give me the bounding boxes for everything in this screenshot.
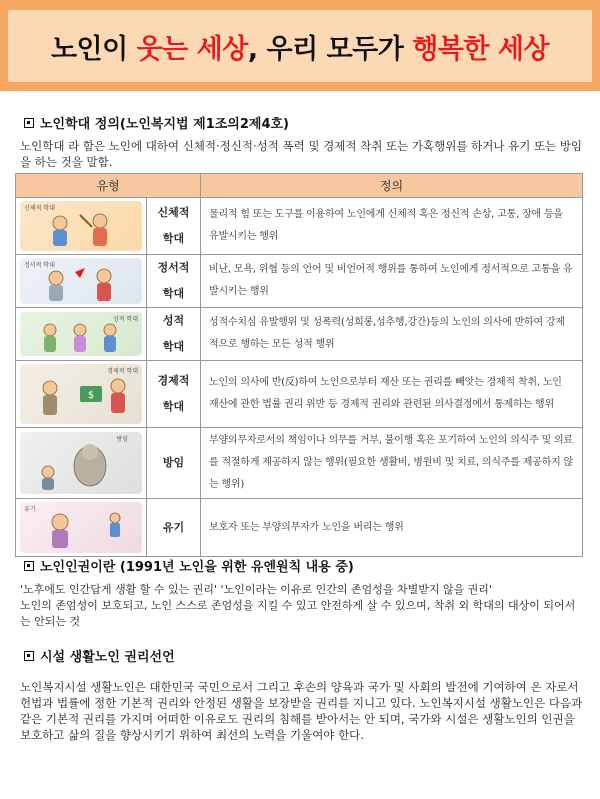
section-heading-elder-rights	[24, 556, 354, 575]
illustration-cell	[16, 499, 147, 557]
table-row	[16, 361, 583, 428]
illustration-caption: 정서적 학대	[24, 262, 55, 269]
title-banner-inner	[8, 10, 592, 82]
section-heading-abuse-definition	[24, 113, 289, 132]
abuse-type-label	[147, 255, 201, 308]
abuse-intro-paragraph: 노인학대 라 함은 노인에 대하여 신체적·정신적·성적 폭력 및 경제적 착취 또는 가혹행위를 하거나 유기 또는 방임을 하는 것을 말함.	[20, 139, 583, 169]
abuse-type-text: 성적 학대	[162, 314, 185, 353]
abuse-definition: 성적수치심 유발행위 및 성폭력(성희롱,성추행,강간)등의 노인의 의사에 반하여 강제적으로 행하는 모든 성적 행위	[201, 308, 583, 361]
elder-rights-line-2: 노인의 존엄성이 보호되고, 노인 스스로 존엄성을 지킬 수 있고 안전하게 살 수 있으며, 착취 외 학대의 대상이 되어서는 안되는 것	[20, 599, 576, 628]
abuse-type-label	[147, 198, 201, 255]
illustration-cell	[16, 308, 147, 361]
abuse-type-label	[147, 499, 201, 557]
facility-rights-paragraph: 노인복지시설 생활노인은 대한민국 국민으로서 그리고 후손의 양육과 국가 및 사회의 발전에 기여하여 온 자로서 헌법과 법률에 정한 기본적 권리와 안정된 생활을 보장받을 권리를 지니고 있다. 노인복지시설 생활노인은 다음과 같은 기본적 권리를 가지며 어떠한 이유로도 권리의 침해를 받아서는 안 되며, 국가와 시설은 생활노인의 인권을 보호하고 삶의 질을 향상시키기 위하여 최선의 노력을 기울여야 한다.	[20, 680, 583, 742]
illustration-caption: 신체적 학대	[24, 205, 55, 212]
illustration-caption: 유기	[24, 506, 36, 513]
section-heading-text: 노인학대 정의(노인복지법 제1조의2제4호)	[40, 117, 289, 132]
table-row	[16, 308, 583, 361]
abuse-type-text: 유기	[162, 520, 185, 534]
illustration-cell	[16, 255, 147, 308]
table-row	[16, 198, 583, 255]
abuse-type-label	[147, 361, 201, 428]
square-bullet-icon	[24, 561, 34, 571]
sexual-abuse-illustration-icon	[20, 312, 142, 356]
title-part-3: , 우리 모두가	[247, 33, 413, 65]
illustration-cell	[16, 198, 147, 255]
abandonment-illustration-icon	[20, 502, 142, 553]
abuse-type-text: 정서적 학대	[157, 261, 190, 300]
abuse-definition: 노인의 의사에 반(反)하여 노인으로부터 재산 또는 권리를 빼앗는 경제적 착취, 노인 재산에 관한 법률 권리 위반 등 경제적 권리와 관련된 의사결정에서 통제하는 행위	[201, 361, 583, 428]
table-row	[16, 255, 583, 308]
illustration-cell	[16, 428, 147, 499]
elder-rights-line-1: '노후에도 인간답게 생활 할 수 있는 권리' '노인이라는 이유로 인간의 존엄성을 차별받지 않을 권리'	[20, 583, 492, 596]
abuse-type-label	[147, 428, 201, 499]
abuse-definition: 물리적 힘 또는 도구를 이용하여 노인에게 신체적 혹은 정신적 손상, 고통, 장애 등을 유발시키는 행위	[201, 198, 583, 255]
table-row	[16, 428, 583, 499]
emotional-abuse-illustration-icon	[20, 258, 142, 304]
illustration-caption: 경제적 학대	[107, 368, 138, 375]
abuse-definition: 비난, 모욕, 위협 등의 언어 및 비언어적 행위를 통하여 노인에게 정서적으로 고통을 유발시키는 행위	[201, 255, 583, 308]
column-header-definition: 정의	[201, 174, 583, 198]
title-part-4: 행복한 세상	[412, 33, 550, 65]
svg-text:$: $	[87, 390, 95, 401]
section-heading-facility-rights	[24, 646, 175, 665]
abuse-type-text: 신체적 학대	[157, 206, 190, 245]
square-bullet-icon	[24, 118, 34, 128]
section-heading-text: 시설 생활노인 권리선언	[40, 650, 175, 665]
table-row	[16, 499, 583, 557]
illustration-caption: 성적 학대	[112, 316, 138, 323]
square-bullet-icon	[24, 651, 34, 661]
illustration-caption: 방임	[116, 436, 128, 443]
title-part-1: 노인이	[50, 33, 137, 65]
table-header-row	[16, 174, 583, 198]
illustration-cell	[16, 361, 147, 428]
abuse-types-table	[15, 173, 583, 557]
physical-abuse-illustration-icon	[20, 201, 142, 251]
abuse-definition: 부양의무자로서의 책임이나 의무를 거부, 불이행 혹은 포기하여 노인의 의식주 및 의료를 적절하게 제공하지 않는 행위(필요한 생활비, 병원비 및 치료, 의식주를 제공하지 않는 행위)	[201, 428, 583, 499]
column-header-type: 유형	[16, 174, 201, 198]
financial-abuse-illustration-icon	[20, 364, 142, 424]
title-part-2: 웃는 세상	[136, 33, 248, 65]
title-banner	[0, 0, 600, 91]
section-heading-text: 노인인권이란 (1991년 노인을 위한 유엔원칙 내용 중)	[40, 560, 354, 575]
abuse-definition: 보호자 또는 부양의무자가 노인을 버리는 행위	[201, 499, 583, 557]
abuse-type-text: 경제적 학대	[157, 374, 190, 413]
abuse-type-label	[147, 308, 201, 361]
page-title	[51, 27, 549, 66]
abuse-type-text: 방임	[162, 456, 185, 469]
neglect-illustration-icon	[20, 432, 142, 494]
